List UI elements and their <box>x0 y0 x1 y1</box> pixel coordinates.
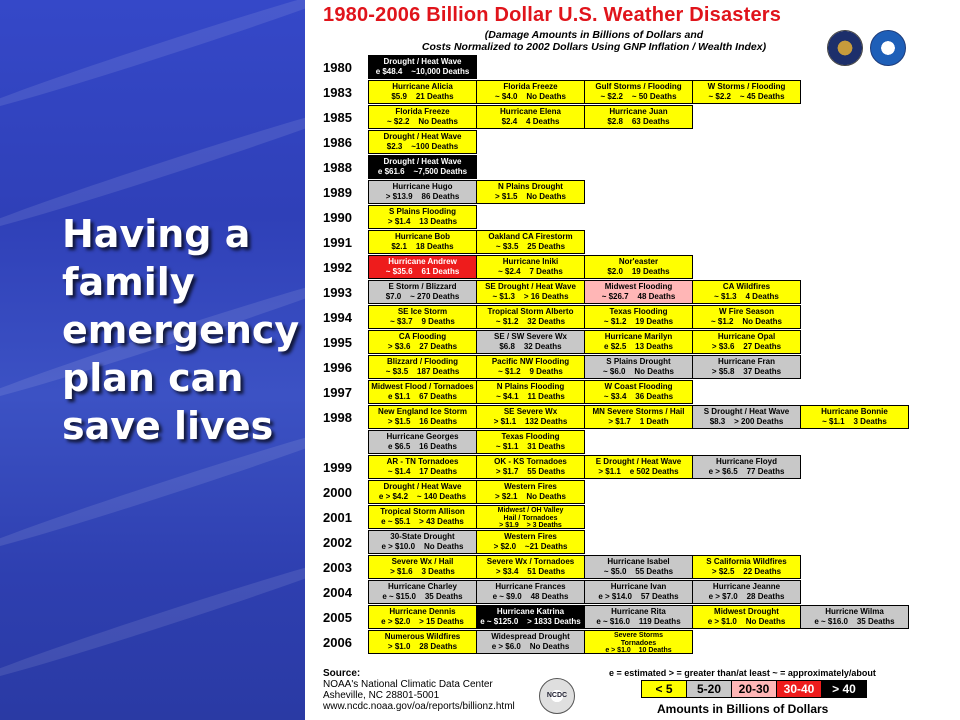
disaster-stats: $7.0 ~ 270 Deaths <box>385 292 460 301</box>
disaster-stats: e $2.5 13 Deaths <box>604 342 673 351</box>
disaster-stats: > $3.6 27 Deaths <box>711 342 782 351</box>
disaster-stats: e ~ $9.0 48 Deaths <box>492 592 569 601</box>
disaster-name: SE / SW Severe Wx <box>494 332 567 341</box>
disaster-cell <box>368 205 477 229</box>
disaster-stats: e $48.4 ~10,000 Deaths <box>375 67 470 76</box>
disaster-name: Hurricane Juan <box>609 107 668 116</box>
source-block <box>323 668 515 712</box>
disaster-cell <box>800 605 909 629</box>
disaster-name: W Coast Flooding <box>604 382 673 391</box>
source-label: Source: <box>323 668 361 679</box>
disaster-name: Drought / Heat Wave <box>383 57 462 66</box>
year-label: 2002 <box>323 535 352 550</box>
year-label: 1980 <box>323 60 352 75</box>
disaster-name: Texas Flooding <box>501 432 560 441</box>
ncdc-logo-icon: NCDC <box>539 678 575 714</box>
year-label: 1988 <box>323 160 352 175</box>
disaster-stats: ~ $3.5 25 Deaths <box>495 242 566 251</box>
disaster-stats: ~ $1.2 32 Deaths <box>495 317 566 326</box>
disaster-cell <box>692 355 801 379</box>
disaster-cell <box>476 180 585 204</box>
disaster-name: Oakland CA Firestorm <box>488 232 573 241</box>
disaster-cell <box>584 280 693 304</box>
disaster-cell <box>584 555 693 579</box>
year-label: 2003 <box>323 560 352 575</box>
disaster-name: E Storm / Blizzard <box>388 282 457 291</box>
disaster-stats: e > $1.0 10 Deaths <box>605 647 672 654</box>
disaster-stats: $8.3 > 200 Deaths <box>709 417 784 426</box>
year-label: 1995 <box>323 335 352 350</box>
disaster-name: Nor'easter <box>618 257 659 266</box>
disaster-name: CA Flooding <box>398 332 447 341</box>
slogan-line: Having a <box>62 212 251 256</box>
legend-color-scale <box>641 680 867 698</box>
disaster-stats: > $1.7 55 Deaths <box>495 467 566 476</box>
disaster-stats: e ~ $5.1 > 43 Deaths <box>381 517 464 526</box>
year-label: 2001 <box>323 510 352 525</box>
disaster-name: Western Fires <box>504 532 557 541</box>
disaster-stats: e ~ $125.0 > 1833 Deaths <box>480 617 581 626</box>
year-label: 1991 <box>323 235 352 250</box>
disaster-stats: $5.9 21 Deaths <box>391 92 454 101</box>
disaster-name: Hurricane Georges <box>386 432 459 441</box>
disaster-cell <box>584 605 693 629</box>
disaster-stats: $6.8 32 Deaths <box>499 342 562 351</box>
disaster-cell <box>368 630 477 654</box>
disaster-name: Tropical Storm Alberto <box>487 307 574 316</box>
disaster-stats: ~ $6.0 No Deaths <box>603 367 674 376</box>
disaster-stats: ~ $1.1 31 Deaths <box>495 442 566 451</box>
year-label: 1989 <box>323 185 352 200</box>
year-label: 2006 <box>323 635 352 650</box>
disaster-stats: > $5.8 37 Deaths <box>711 367 782 376</box>
disaster-cell <box>476 280 585 304</box>
legend-bin: 30-40 <box>777 681 822 697</box>
disaster-name: New England Ice Storm <box>378 407 467 416</box>
disaster-stats: ~ $2.4 7 Deaths <box>498 267 563 276</box>
slogan-line: emergency <box>62 308 300 352</box>
disaster-stats: > $1.6 3 Deaths <box>390 567 455 576</box>
disaster-name: S California Wildfires <box>706 557 787 566</box>
disaster-cell <box>368 455 477 479</box>
disaster-stats: > $2.0 ~21 Deaths <box>493 542 568 551</box>
disaster-cell <box>476 530 585 554</box>
source-url: www.ncdc.noaa.gov/oa/reports/billionz.html <box>323 701 515 712</box>
disaster-stats: ~ $2.2 ~ 45 Deaths <box>708 92 785 101</box>
disaster-stats: ~ $4.0 No Deaths <box>495 92 566 101</box>
disaster-cell <box>368 555 477 579</box>
disaster-name: SE Severe Wx <box>503 407 558 416</box>
year-label: 1990 <box>323 210 352 225</box>
disaster-poster <box>305 0 960 720</box>
disaster-cell <box>368 130 477 154</box>
slogan-line: save lives <box>62 404 274 448</box>
disaster-cell <box>476 505 585 529</box>
disaster-name: Hurricane Jeanne <box>712 582 781 591</box>
source-line: Asheville, NC 28801-5001 <box>323 690 440 701</box>
disaster-cell <box>368 255 477 279</box>
disaster-name: Hurricane Katrina <box>496 607 565 616</box>
disaster-name: W Storms / Flooding <box>707 82 786 91</box>
disaster-stats: ~ $1.4 17 Deaths <box>387 467 458 476</box>
disaster-cell <box>692 80 801 104</box>
disaster-stats: ~ $1.3 > 16 Deaths <box>492 292 569 301</box>
poster-title: 1980-2006 Billion Dollar U.S. Weather Disasters <box>323 4 782 26</box>
disaster-name: S Plains Flooding <box>388 207 457 216</box>
disaster-stats: > $1.5 No Deaths <box>495 192 566 201</box>
disaster-name: Texas Flooding <box>609 307 668 316</box>
disaster-cell <box>584 305 693 329</box>
disaster-stats: > $1.5 16 Deaths <box>387 417 458 426</box>
disaster-stats: ~ $3.7 9 Deaths <box>390 317 455 326</box>
disaster-name: Hurricane Floyd <box>716 457 777 466</box>
disaster-stats: e $1.1 67 Deaths <box>388 392 457 401</box>
disaster-name: Florida Freeze <box>503 82 558 91</box>
disaster-stats: ~ $3.5 187 Deaths <box>385 367 460 376</box>
disaster-stats: e > $1.0 No Deaths <box>707 617 786 626</box>
disaster-cell <box>692 605 801 629</box>
disaster-stats: > $3.6 27 Deaths <box>387 342 458 351</box>
disaster-cell <box>584 455 693 479</box>
disaster-cell <box>476 105 585 129</box>
disaster-name-cont: Tornadoes <box>620 639 657 647</box>
year-label: 1986 <box>323 135 352 150</box>
disaster-cell <box>368 480 477 504</box>
disaster-name: MN Severe Storms / Hail <box>592 407 685 416</box>
disaster-stats: > $1.9 > 3 Deaths <box>499 522 562 529</box>
disaster-cell <box>692 555 801 579</box>
disaster-cell <box>584 330 693 354</box>
disaster-stats: e $61.6 ~7,500 Deaths <box>377 167 468 176</box>
year-label: 2005 <box>323 610 352 625</box>
disaster-name: Hurricane Isabel <box>607 557 670 566</box>
disaster-name: Widespread Drought <box>491 632 570 641</box>
disaster-cell <box>476 580 585 604</box>
disaster-name: AR - TN Tornadoes <box>386 457 459 466</box>
disaster-cell <box>476 480 585 504</box>
disaster-stats: $2.0 19 Deaths <box>607 267 670 276</box>
legend-bin: 5-20 <box>687 681 732 697</box>
disaster-cell <box>368 230 477 254</box>
disaster-cell <box>368 155 477 179</box>
disaster-name: Florida Freeze <box>395 107 450 116</box>
subtitle-line: (Damage Amounts in Billions of Dollars and <box>484 29 704 41</box>
disaster-stats: > $2.5 22 Deaths <box>711 567 782 576</box>
disaster-cell <box>584 630 693 654</box>
disaster-name: Western Fires <box>504 482 557 491</box>
disaster-cell <box>692 455 801 479</box>
year-label: 1983 <box>323 85 352 100</box>
disaster-stats: $2.3 ~100 Deaths <box>386 142 459 151</box>
disaster-name: Hurricane Opal <box>717 332 776 341</box>
disaster-stats: $2.8 63 Deaths <box>607 117 670 126</box>
disaster-cell <box>476 305 585 329</box>
disaster-cell <box>584 380 693 404</box>
disaster-stats: ~ $35.6 61 Deaths <box>385 267 460 276</box>
disaster-name: Hurricane Marilyn <box>604 332 673 341</box>
year-label: 1992 <box>323 260 352 275</box>
disaster-name: SE Ice Storm <box>397 307 448 316</box>
disaster-cell <box>368 605 477 629</box>
disaster-name: S Drought / Heat Wave <box>703 407 790 416</box>
disaster-cell <box>476 555 585 579</box>
disaster-name: Gulf Storms / Flooding <box>595 82 682 91</box>
disaster-name: Hurricane Hugo <box>392 182 453 191</box>
disaster-name: Hurricane Bonnie <box>821 407 888 416</box>
disaster-stats: > $1.1 e 502 Deaths <box>598 467 679 476</box>
disaster-cell <box>368 280 477 304</box>
disaster-name: Tropical Storm Allison <box>380 507 465 516</box>
disaster-stats: ~ $1.2 9 Deaths <box>498 367 563 376</box>
disaster-stats: ~ $3.4 36 Deaths <box>603 392 674 401</box>
year-label: 1996 <box>323 360 352 375</box>
poster-subtitle <box>369 29 819 53</box>
disaster-stats: ~ $5.0 55 Deaths <box>603 567 674 576</box>
disaster-name: Hurricane Rita <box>611 607 666 616</box>
disaster-stats: ~ $1.1 3 Deaths <box>822 417 887 426</box>
disaster-cell <box>476 330 585 354</box>
disaster-name: E Drought / Heat Wave <box>595 457 682 466</box>
slogan-line: family <box>62 260 195 304</box>
disaster-stats: e > $14.0 57 Deaths <box>598 592 679 601</box>
year-label: 1997 <box>323 385 352 400</box>
disaster-name: Pacific NW Flooding <box>491 357 570 366</box>
disaster-stats: ~ $2.2 ~ 50 Deaths <box>600 92 677 101</box>
disaster-stats: > $1.0 28 Deaths <box>387 642 458 651</box>
disaster-stats: $2.4 4 Deaths <box>501 117 560 126</box>
disaster-cell <box>584 405 693 429</box>
disaster-stats: ~ $2.2 No Deaths <box>387 117 458 126</box>
disaster-name: Hurricane Alicia <box>392 82 453 91</box>
disaster-cell <box>476 430 585 454</box>
disaster-cell <box>368 430 477 454</box>
disaster-name: Blizzard / Flooding <box>386 357 459 366</box>
disaster-cell <box>368 55 477 79</box>
disaster-name: Numerous Wildfires <box>384 632 461 641</box>
disaster-stats: > $13.9 86 Deaths <box>385 192 460 201</box>
disaster-stats: ~ $1.2 19 Deaths <box>603 317 674 326</box>
disaster-cell <box>476 405 585 429</box>
disaster-name: Hurricane Frances <box>495 582 566 591</box>
source-line: NOAA's National Climatic Data Center <box>323 679 493 690</box>
disaster-cell <box>368 380 477 404</box>
disaster-name: Hurricane Ivan <box>610 582 667 591</box>
disaster-stats: e > $10.0 No Deaths <box>381 542 464 551</box>
disaster-stats: ~ $1.3 4 Deaths <box>714 292 779 301</box>
disaster-stats: e ~ $15.0 35 Deaths <box>382 592 463 601</box>
year-label: 2004 <box>323 585 352 600</box>
poster-footer <box>305 660 960 720</box>
disaster-cell <box>584 355 693 379</box>
background-streak <box>0 0 305 119</box>
slogan-line: plan can <box>62 356 244 400</box>
disaster-stats: e > $2.0 > 15 Deaths <box>381 617 464 626</box>
disaster-cell <box>692 280 801 304</box>
disaster-name: SE Drought / Heat Wave <box>485 282 576 291</box>
disaster-stats: e $6.5 16 Deaths <box>388 442 457 451</box>
disaster-stats: > $3.4 51 Deaths <box>495 567 566 576</box>
disaster-cell <box>692 305 801 329</box>
disaster-name: Hurricane Charley <box>388 582 457 591</box>
disaster-cell <box>584 80 693 104</box>
disaster-cell <box>476 255 585 279</box>
year-label: 1985 <box>323 110 352 125</box>
disaster-name: Hurricane Andrew <box>388 257 457 266</box>
disaster-stats: ~ $1.2 No Deaths <box>711 317 782 326</box>
disaster-cell <box>368 80 477 104</box>
disaster-stats: > $1.4 13 Deaths <box>387 217 458 226</box>
disaster-stats: $2.1 18 Deaths <box>391 242 454 251</box>
disaster-cell <box>476 230 585 254</box>
disaster-stats: e > $4.2 ~ 140 Deaths <box>378 492 467 501</box>
disaster-cell <box>368 355 477 379</box>
disaster-stats: e > $7.0 28 Deaths <box>708 592 785 601</box>
disaster-name: N Plains Flooding <box>496 382 565 391</box>
disaster-cell <box>368 330 477 354</box>
year-label: 1999 <box>323 460 352 475</box>
disaster-name: Severe Storms <box>613 632 664 639</box>
disaster-cell <box>584 105 693 129</box>
legend-bin: > 40 <box>822 681 866 697</box>
year-label: 1994 <box>323 310 352 325</box>
disaster-name-cont: Hail / Tornadoes <box>503 514 558 522</box>
disaster-cell <box>368 580 477 604</box>
disaster-name: Drought / Heat Wave <box>383 157 462 166</box>
disaster-stats: e ~ $16.0 35 Deaths <box>814 617 895 626</box>
slide-slogan <box>62 210 322 450</box>
disaster-stats: > $1.7 1 Death <box>608 417 669 426</box>
disaster-stats: ~ $26.7 48 Deaths <box>601 292 676 301</box>
disaster-stats: ~ $4.1 11 Deaths <box>496 392 565 401</box>
disaster-name: CA Wildfires <box>722 282 771 291</box>
disaster-name: Hurricane Bob <box>394 232 451 241</box>
disaster-name: Severe Wx / Hail <box>391 557 454 566</box>
background-streak <box>0 545 305 688</box>
disaster-cell <box>476 455 585 479</box>
disaster-cell <box>476 355 585 379</box>
legend-bin: < 5 <box>642 681 687 697</box>
disaster-cell <box>368 105 477 129</box>
disaster-name: Severe Wx / Tornadoes <box>486 557 575 566</box>
disaster-name: Hurricne Wilma <box>825 607 884 616</box>
disaster-stats: e > $6.0 No Deaths <box>491 642 570 651</box>
disaster-stats: > $1.1 132 Deaths <box>493 417 568 426</box>
disaster-cell <box>584 255 693 279</box>
disaster-cell <box>476 605 585 629</box>
legend-bin: 20-30 <box>732 681 777 697</box>
disaster-cell <box>476 630 585 654</box>
disaster-cell <box>368 530 477 554</box>
disaster-name: Midwest Flooding <box>604 282 673 291</box>
disaster-stats: e > $6.5 77 Deaths <box>708 467 785 476</box>
disaster-cell <box>368 505 477 529</box>
subtitle-line: Costs Normalized to 2002 Dollars Using GNP Inflation / Wealth Index) <box>421 41 767 53</box>
year-label: 1998 <box>323 410 352 425</box>
disaster-name: W Fire Season <box>718 307 775 316</box>
disaster-cell <box>800 405 909 429</box>
disaster-cell <box>476 380 585 404</box>
year-label: 2000 <box>323 485 352 500</box>
disaster-name: S Plains Drought <box>606 357 671 366</box>
disaster-name: Hurricane Fran <box>718 357 775 366</box>
disaster-cell <box>584 580 693 604</box>
disaster-cell <box>368 305 477 329</box>
disaster-stats: > $2.1 No Deaths <box>495 492 566 501</box>
disaster-name: OK - KS Tornadoes <box>494 457 567 466</box>
disaster-name: Drought / Heat Wave <box>383 482 462 491</box>
commerce-seal-icon <box>827 30 863 66</box>
disaster-stats: e ~ $16.0 119 Deaths <box>596 617 681 626</box>
disaster-name: N Plains Drought <box>498 182 563 191</box>
disaster-name: Midwest / OH Valley <box>497 507 564 514</box>
legend-keys: e = estimated > = greater than/at least ~ = approximately/about <box>609 668 876 678</box>
disaster-cell <box>368 405 477 429</box>
disaster-name: Hurricane Dennis <box>389 607 456 616</box>
year-label: 1993 <box>323 285 352 300</box>
disaster-cell <box>476 80 585 104</box>
disaster-name: Hurricane Iniki <box>502 257 559 266</box>
disaster-name: Hurricane Elena <box>500 107 561 116</box>
disaster-cell <box>692 580 801 604</box>
disaster-name: 30-State Drought <box>390 532 455 541</box>
disaster-cell <box>368 180 477 204</box>
legend-caption: Amounts in Billions of Dollars <box>657 702 829 716</box>
noaa-logo-icon <box>870 30 906 66</box>
disaster-cell <box>692 405 801 429</box>
disaster-name: Drought / Heat Wave <box>383 132 462 141</box>
disaster-cell <box>692 330 801 354</box>
disaster-name: Midwest Drought <box>714 607 779 616</box>
disaster-name: Midwest Flood / Tornadoes <box>371 382 474 391</box>
